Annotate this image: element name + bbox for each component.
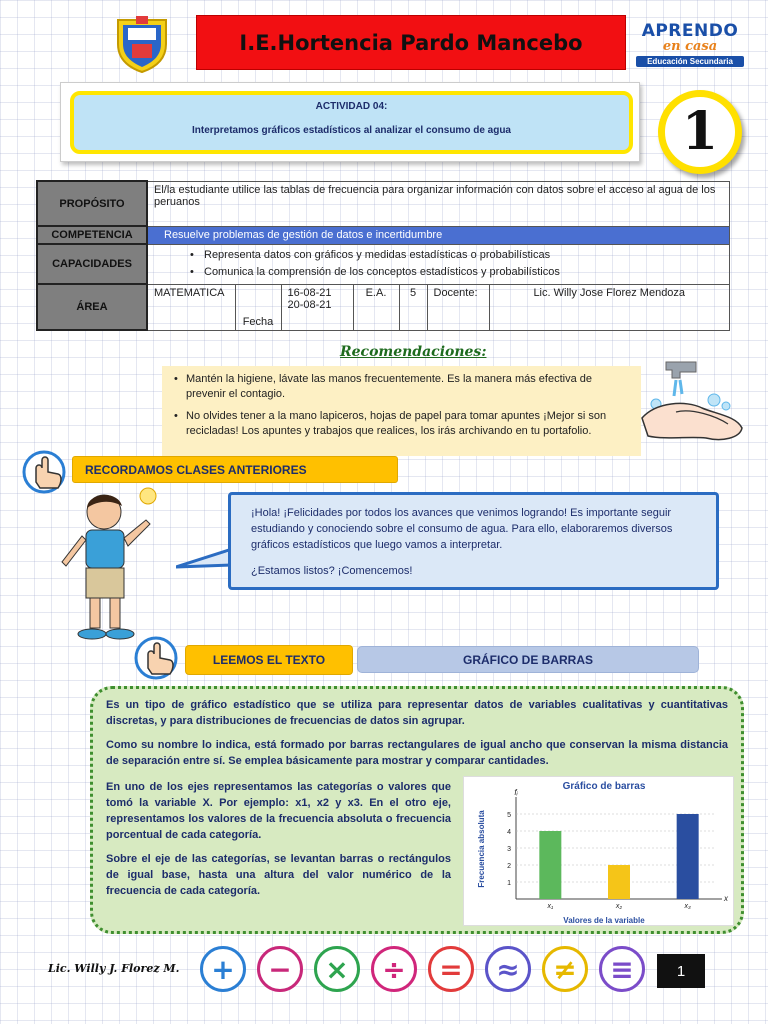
activity-box — [70, 91, 633, 154]
activity-subtitle: Interpretamos gráficos estadísticos al analizar el consumo de agua — [192, 125, 511, 136]
recordamos-header: RECORDAMOS CLASES ANTERIORES — [72, 456, 398, 483]
proposito-value: El/la estudiante utilice las tablas de frecuencia para organizar información con datos sobre el acceso al agua de los peruanos — [147, 181, 730, 226]
reading-paragraph: Es un tipo de gráfico estadístico que se utiliza para representar datos de variables cualitativas y cuantitativas discretas, y para distribuciones de frecuencias de datos sin agrupar. — [106, 699, 728, 727]
chart-bar — [539, 831, 561, 899]
chart-x-symbol: x — [724, 894, 728, 903]
school-name-banner — [196, 15, 626, 70]
chart-y-tick-label: 4 — [507, 829, 511, 836]
activity-title: ACTIVIDAD 04: — [315, 101, 388, 112]
school-shield-logo — [114, 14, 170, 74]
fecha-values — [281, 284, 353, 330]
math-operator-icon: ≈ — [485, 946, 531, 992]
grafico-header: GRÁFICO DE BARRAS — [357, 646, 699, 673]
logo-line-2: en casa — [662, 39, 718, 54]
fecha-label: Fecha — [235, 284, 281, 330]
leemos-header: LEEMOS EL TEXTO — [185, 645, 353, 675]
footer-author: Lic. Willy J. Florez M. — [48, 962, 180, 975]
fecha-1: 16-08-21 — [287, 286, 332, 299]
reading-paragraph: En uno de los ejes representamos las categorías o valores que tomó la variable X. Por ejemplo: x1, x2 y x3. En el otro eje, representamos los valores de la frecuencia absoluta o frecuencia porcentual de cada categoría. — [106, 781, 451, 841]
math-operators-row — [200, 946, 650, 996]
chart-y-tick-label: 2 — [507, 863, 511, 870]
chart-y-tick-label: 1 — [507, 880, 511, 887]
chart-x-tick-label: x₂ — [615, 903, 623, 910]
reading-paragraph: Como su nombre lo indica, está formado por barras rectangulares de igual ancho que conservan la misma distancia de separación entre sí. Se emplea básicamente para mostrar y comparar cantidades. — [106, 739, 728, 767]
recomendaciones-box — [162, 366, 641, 456]
table-row — [37, 226, 730, 244]
recomendacion-item: • No olvides tener a la mano lapiceros, hojas de papel para tomar apuntes ¡Mejor si son recicladas! Los apuntes y trabajos que realices, los irás archivando en tu portafolio. — [172, 409, 631, 439]
chart-y-tick-label: 3 — [507, 846, 511, 853]
capacidad-item: • Comunica la comprensión de los conceptos estadísticos y probabilísticos — [154, 264, 723, 281]
speech-bubble — [228, 492, 719, 590]
table-row — [37, 284, 730, 330]
chart-x-label: Valores de la variable — [563, 916, 645, 925]
math-operator-icon: ≡ — [599, 946, 645, 992]
math-operator-icon: ≠ — [542, 946, 588, 992]
chart-x-tick-label: x₃ — [684, 903, 691, 910]
fecha-2: 20-08-21 — [287, 298, 332, 311]
table-row — [37, 244, 730, 284]
recomendaciones-title: Recomendaciones: — [340, 344, 487, 360]
pointing-hand-icon — [134, 634, 186, 684]
logo-line-1: APRENDO — [641, 21, 739, 41]
capacidad-item: • Representa datos con gráficos y medidas estadísticas o probabilísticas — [154, 247, 723, 264]
math-operator-icon: = — [428, 946, 474, 992]
chart-y-symbol: fᵢ — [514, 788, 518, 797]
capacidades-label: CAPACIDADES — [37, 244, 147, 284]
recomendacion-item: • Mantén la higiene, lávate las manos frecuentemente. Es la manera más efectiva de prevenir el contagio. — [172, 372, 631, 402]
ea-value: 5 — [399, 284, 427, 330]
bubble-text: ¿Estamos listos? ¡Comencemos! — [251, 565, 413, 577]
bar-chart — [464, 777, 735, 927]
math-operator-icon: + — [200, 946, 246, 992]
aprendo-en-casa-logo — [636, 22, 744, 72]
activity-number-badge — [658, 90, 742, 174]
math-operator-icon: − — [257, 946, 303, 992]
boy-illustration — [42, 486, 172, 650]
chart-bar — [608, 865, 630, 899]
page-number: 1 — [657, 954, 705, 988]
chart-x-tick-label: x₁ — [547, 903, 554, 910]
math-operator-icon: ÷ — [371, 946, 417, 992]
activity-number: 1 — [681, 101, 719, 162]
docente-value: Lic. Willy Jose Florez Mendoza — [489, 284, 730, 330]
docente-label: Docente: — [427, 284, 489, 330]
school-name: I.E.Hortencia Pardo Mancebo — [239, 30, 583, 55]
math-operator-icon: × — [314, 946, 360, 992]
chart-bar — [677, 814, 699, 899]
chart-title: Gráfico de barras — [562, 781, 646, 792]
chart-y-tick-label: 5 — [507, 812, 511, 819]
area-label: ÁREA — [37, 284, 147, 330]
competencia-label: COMPETENCIA — [37, 226, 147, 244]
capacidades-value — [147, 244, 730, 284]
chart-y-label: Frecuencia absoluta — [477, 810, 486, 888]
reading-paragraph: Sobre el eje de las categorías, se levantan barras o rectángulos de igual base, hasta una altura del valor numérico de la frecuencia de cada categoría. — [106, 853, 451, 897]
bubble-text: ¡Hola! ¡Felicidades por todos los avances que venimos logrando! Es importante seguir estudiando y conociendo sobre el consumo de agua. Para ello, elaboraremos diversos gráficos estadísticos que luego vamos a interpretar. — [251, 507, 673, 551]
bar-chart-panel — [463, 776, 734, 926]
area-value: MATEMATICA — [147, 284, 235, 330]
competencia-text: Resuelve problemas de gestión de datos e incertidumbre — [164, 228, 443, 241]
handwashing-icon — [636, 356, 746, 448]
logo-line-3: Educación Secundaria — [636, 56, 744, 67]
competencia-value — [147, 226, 730, 244]
speech-bubble-tail — [176, 545, 232, 571]
proposito-label: PROPÓSITO — [37, 181, 147, 226]
ea-label: E.A. — [353, 284, 399, 330]
info-table — [36, 180, 730, 331]
table-row — [37, 181, 730, 226]
